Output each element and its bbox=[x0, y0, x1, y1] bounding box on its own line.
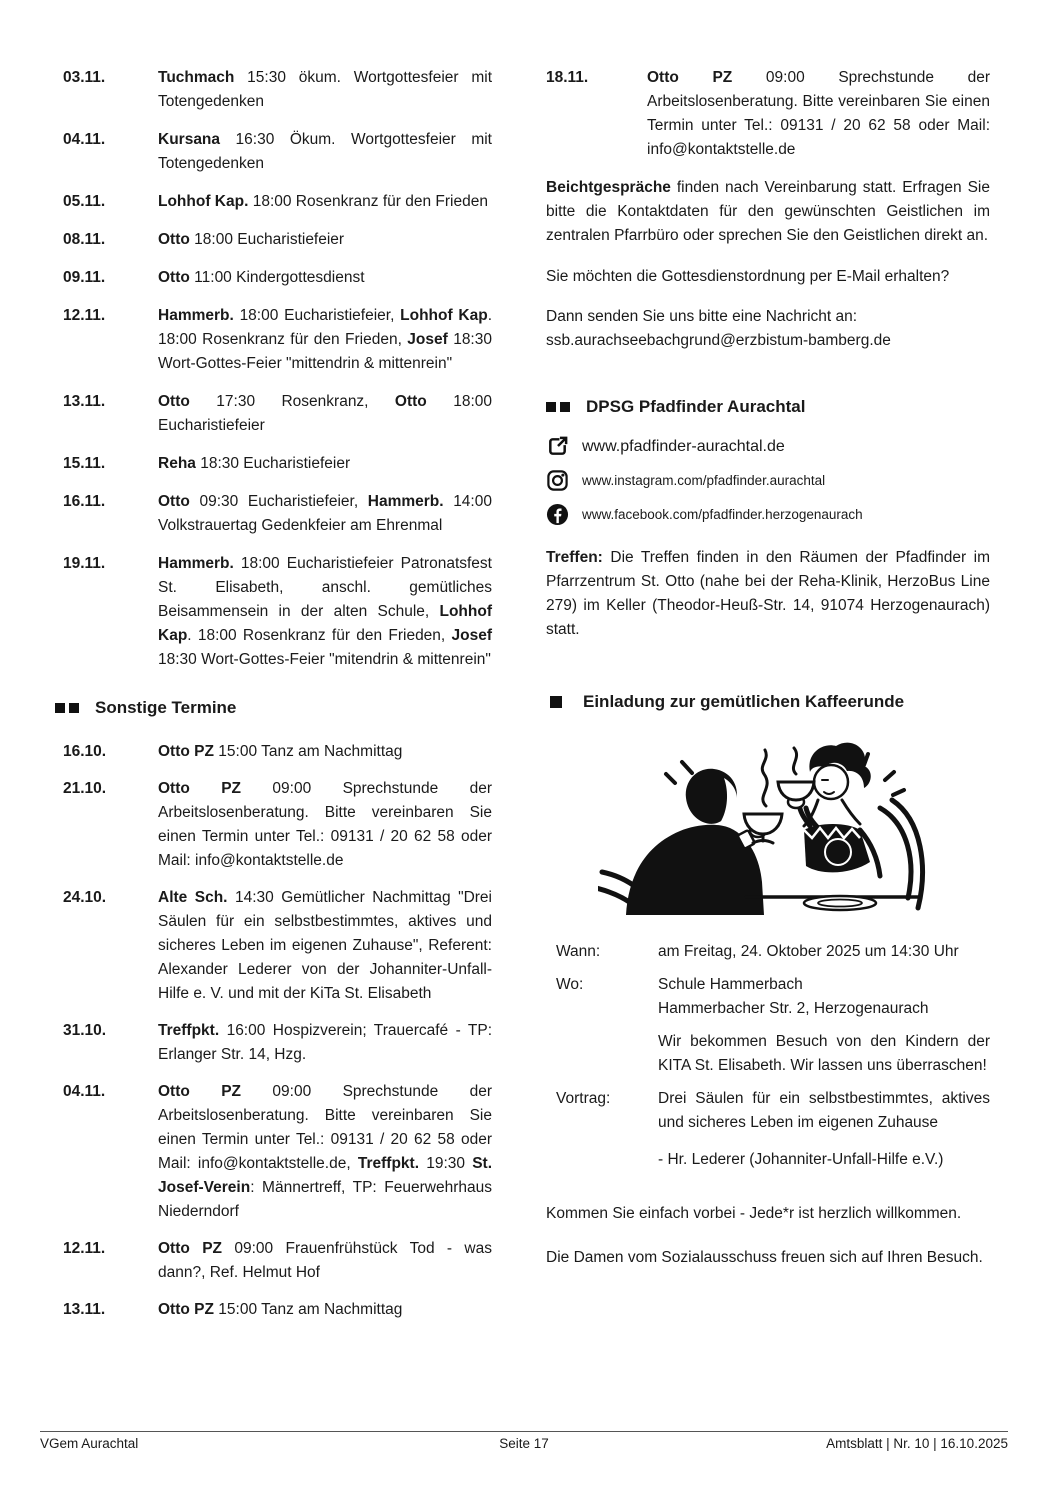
instagram-icon bbox=[546, 469, 569, 492]
event-text: Otto 09:30 Eucharistiefeier, Hammerb. 14:00 Volkstrauertag Gedenkfeier am Ehrenmal bbox=[158, 493, 492, 534]
event-date: 31.10. bbox=[63, 1022, 107, 1039]
event-date: 21.10. bbox=[63, 780, 107, 797]
section-bullet-icon bbox=[55, 703, 79, 713]
external-link-icon bbox=[546, 435, 569, 458]
event-text: Otto 18:00 Eucharistiefeier bbox=[158, 231, 345, 248]
contact-email-link[interactable]: ssb.aurachseebachgrund@erzbistum-bamberg.de bbox=[546, 331, 891, 349]
dpsg-link[interactable]: www.pfadfinder-aurachtal.de bbox=[582, 437, 785, 455]
section-bullet-icon bbox=[546, 402, 570, 412]
event-text: Otto 17:30 Rosenkranz, Otto 18:00 Eucharistiefeier bbox=[158, 393, 492, 434]
event-date: 13.11. bbox=[63, 393, 106, 410]
dpsg-link-row bbox=[546, 498, 990, 532]
event-date: 16.11. bbox=[63, 493, 106, 510]
event-text: Otto PZ 09:00 Frauenfrühstück Tod - was dann?, Ref. Helmut Hof bbox=[158, 1240, 492, 1281]
closing-committee: Die Damen vom Sozialausschuss freuen sich auf Ihren Besuch. bbox=[546, 1248, 983, 1266]
event-text: Otto PZ 15:00 Tanz am Nachmittag bbox=[158, 1301, 403, 1318]
treffen-paragraph: Treffen: Die Treffen finden in den Räumen der Pfadfinder im Pfarrzentrum St. Otto (nahe bei der Reha-Klinik, HerzoBus Line 279) im Keller (Theodor-Heuß-Str. 14, 91074 Herzogenaurach) statt. bbox=[546, 548, 990, 638]
detail-row bbox=[556, 1087, 990, 1172]
misc-section-heading bbox=[55, 698, 492, 718]
event-row bbox=[63, 490, 492, 538]
misc-events bbox=[63, 740, 492, 1322]
footer-org: VGem Aurachtal bbox=[40, 1436, 139, 1451]
detail-row bbox=[556, 940, 990, 964]
detail-label bbox=[556, 1030, 658, 1078]
event-date: 08.11. bbox=[63, 231, 106, 248]
detail-label: Wo: bbox=[556, 975, 584, 993]
section-bullet-icon bbox=[550, 696, 562, 708]
event-row bbox=[63, 777, 492, 873]
coffee-couple-illustration bbox=[598, 730, 928, 915]
event-row bbox=[63, 886, 492, 1006]
dpsg-link[interactable]: www.instagram.com/pfadfinder.aurachtal bbox=[582, 473, 826, 488]
event-date: 09.11. bbox=[63, 269, 106, 286]
event-text: Alte Sch. 14:30 Gemütlicher Nachmittag "Drei Säulen für ein selbstbestimmtes, aktives und sicheres Leben im eigenen Zuhause", Referent: Alexander Lederer von der Johanniter-Unfall-Hilfe e. V. und mit der KiTa St. Elisabeth bbox=[158, 889, 492, 1002]
confession-paragraph: Beichtgespräche finden nach Vereinbarung statt. Erfragen Sie bitte die Kontaktdaten für den gewünschten Geistlichen im zentralen Pfarrbüro oder sprechen Sie den Geistlichen direkt an. bbox=[546, 179, 990, 244]
kaffeerunde-section-heading bbox=[550, 692, 990, 712]
event-date: 03.11. bbox=[63, 69, 106, 86]
event-date: 24.10. bbox=[63, 889, 107, 906]
event-text: Reha 18:30 Eucharistiefeier bbox=[158, 455, 351, 472]
detail-row bbox=[556, 973, 990, 1021]
event-row bbox=[63, 228, 492, 252]
event-date: 19.11. bbox=[63, 555, 106, 572]
event-date: 12.11. bbox=[63, 307, 106, 324]
dpsg-link-row bbox=[546, 430, 990, 464]
event-date: 15.11. bbox=[63, 455, 106, 472]
right-events bbox=[546, 66, 990, 162]
event-text: Hammerb. 18:00 Eucharistiefeier, Lohhof Kap. 18:00 Rosenkranz für den Frieden, Josef 18:30 Wort-Gottes-Feier "mittendrin & mittenrein" bbox=[158, 307, 492, 372]
event-row bbox=[63, 390, 492, 438]
event-text: Otto PZ 15:00 Tanz am Nachmittag bbox=[158, 743, 403, 760]
contact-line: Dann senden Sie uns bitte eine Nachricht an: bbox=[546, 307, 858, 325]
detail-value: Drei Säulen für ein selbstbestimmtes, aktives und sicheres Leben im eigenen Zuhause - Hr. Lederer (Johanniter-Unfall-Hilfe e.V.) bbox=[658, 1089, 990, 1168]
event-text: Otto PZ 09:00 Sprechstunde der Arbeitslosenberatung. Bitte vereinbaren Sie einen Termin unter Tel.: 09131 / 20 62 58 oder Mail: info@kontaktstelle.de bbox=[647, 69, 990, 158]
event-row bbox=[546, 66, 990, 162]
event-date: 04.11. bbox=[63, 1083, 106, 1100]
event-text: Kursana 16:30 Ökum. Wortgottesfeier mit Totengedenken bbox=[158, 131, 492, 172]
page-footer bbox=[40, 1431, 1008, 1451]
event-date: 05.11. bbox=[63, 193, 106, 210]
email-order-question: Sie möchten die Gottesdienstordnung per E-Mail erhalten? bbox=[546, 268, 950, 285]
event-row bbox=[63, 266, 492, 290]
detail-label: Wann: bbox=[556, 942, 601, 960]
event-row bbox=[63, 66, 492, 114]
event-row bbox=[63, 552, 492, 672]
event-row bbox=[63, 190, 492, 214]
event-row bbox=[63, 304, 492, 376]
event-row bbox=[63, 740, 492, 764]
detail-value: Schule Hammerbach Hammerbacher Str. 2, Herzogenaurach bbox=[658, 975, 929, 1017]
dpsg-section-heading bbox=[546, 397, 990, 417]
misc-heading-text: Sonstige Termine bbox=[95, 698, 237, 717]
detail-value: Wir bekommen Besuch von den Kindern der KITA St. Elisabeth. Wir lassen uns überraschen! bbox=[658, 1032, 990, 1074]
event-text: Treffpkt. 16:00 Hospizverein; Trauercafé - TP: Erlanger Str. 14, Hzg. bbox=[158, 1022, 492, 1063]
detail-label: Vortrag: bbox=[556, 1089, 611, 1107]
footer-issue-info: Amtsblatt | Nr. 10 | 16.10.2025 bbox=[826, 1436, 1008, 1451]
closing-invitation: Kommen Sie einfach vorbei - Jede*r ist herzlich willkommen. bbox=[546, 1204, 962, 1222]
event-row bbox=[63, 1080, 492, 1224]
event-date: 12.11. bbox=[63, 1240, 106, 1257]
event-date: 16.10. bbox=[63, 743, 107, 760]
right-column bbox=[546, 66, 990, 1285]
event-date: 18.11. bbox=[546, 69, 589, 86]
dpsg-links bbox=[546, 430, 990, 532]
left-column bbox=[63, 66, 492, 1335]
event-row bbox=[63, 452, 492, 476]
dpsg-heading-text: DPSG Pfadfinder Aurachtal bbox=[586, 396, 806, 416]
event-text: Hammerb. 18:00 Eucharistiefeier Patronatsfest St. Elisabeth, anschl. gemütliches Beisammensein in der alten Schule, Lohhof Kap. 18:00 Rosenkranz für den Frieden, Josef 18:30 Wort-Gottes-Feier "mitendrin & mittenrein" bbox=[158, 555, 492, 668]
dpsg-link[interactable]: www.facebook.com/pfadfinder.herzogenaurach bbox=[582, 507, 863, 522]
contact-paragraph bbox=[546, 305, 990, 353]
event-date: 04.11. bbox=[63, 131, 106, 148]
facebook-icon bbox=[546, 503, 569, 526]
event-row bbox=[63, 1298, 492, 1322]
event-text: Otto PZ 09:00 Sprechstunde der Arbeitslosenberatung. Bitte vereinbaren Sie einen Termin unter Tel.: 09131 / 20 62 58 oder Mail: info@kontaktstelle.de bbox=[158, 780, 492, 869]
event-text: Tuchmach 15:30 ökum. Wortgottesfeier mit Totengedenken bbox=[158, 69, 492, 110]
event-text: Otto PZ 09:00 Sprechstunde der Arbeitslosenberatung. Bitte vereinbaren Sie einen Termin unter Tel.: 09131 / 20 62 58 oder Mail: info@kontaktstelle.de, Treffpkt. 19:30 St. Josef-Verein: Männertreff, TP: Feuerwehrhaus Niederndorf bbox=[158, 1083, 493, 1220]
service-events bbox=[63, 66, 492, 672]
kaffee-heading-text: Einladung zur gemütlichen Kaffeerunde bbox=[583, 691, 905, 711]
kaffeerunde-details bbox=[546, 940, 990, 1172]
event-text: Lohhof Kap. 18:00 Rosenkranz für den Frieden bbox=[158, 193, 488, 210]
detail-row bbox=[556, 1030, 990, 1078]
footer-page-number: Seite 17 bbox=[499, 1436, 549, 1451]
event-row bbox=[63, 1237, 492, 1285]
event-text: Otto 11:00 Kindergottesdienst bbox=[158, 269, 365, 286]
detail-value: am Freitag, 24. Oktober 2025 um 14:30 Uhr bbox=[658, 942, 959, 960]
event-row bbox=[63, 128, 492, 176]
dpsg-link-row bbox=[546, 464, 990, 498]
event-date: 13.11. bbox=[63, 1301, 106, 1318]
event-row bbox=[63, 1019, 492, 1067]
